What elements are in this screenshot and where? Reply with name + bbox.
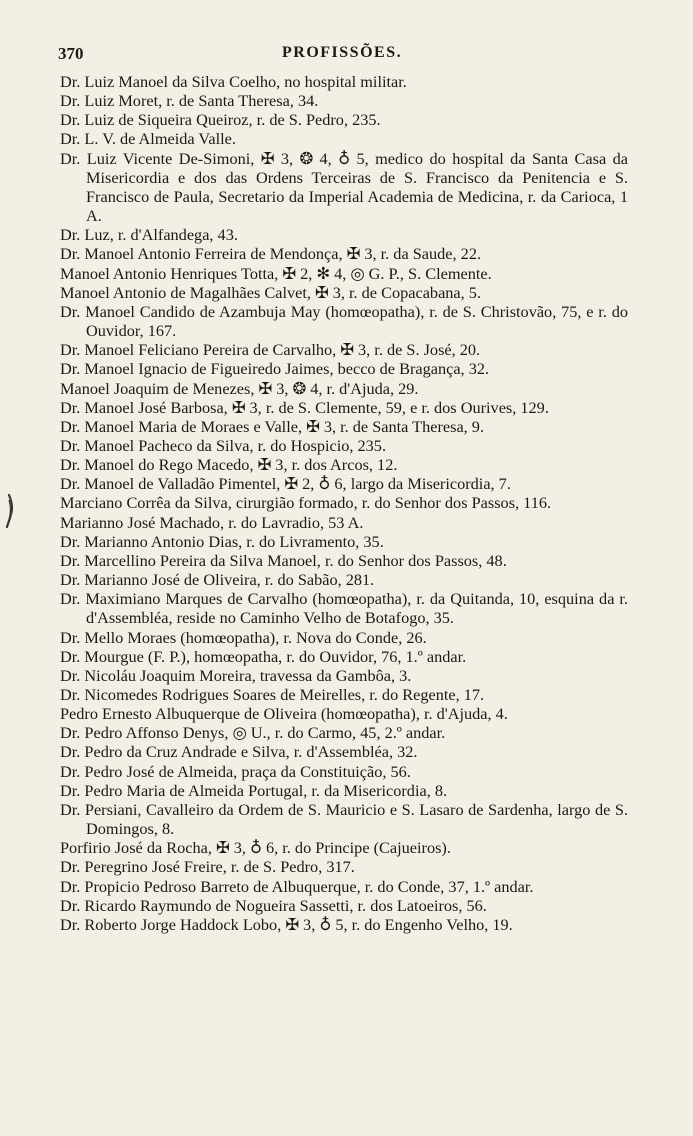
list-item: Dr. Marianno Antonio Dias, r. do Livramento, 35. [60,531,384,551]
list-item: Dr. Ricardo Raymundo de Nogueira Sassetti, r. dos Latoeiros, 56. [60,895,487,915]
list-item: Dr. Luiz Manoel da Silva Coelho, no hospital militar. [60,72,407,91]
list-item: Dr. Luiz Vicente De-Simoni, ✠ 3, ❂ 4, ♁ 5, medico do hospital da Santa Casa da Misericordia e dos das Ordens Terceiras de S. Francisco da Penitencia e S. Francisco de Paula, Secretario da Imperial Academia de Medicina, r. da Carioca, 1 A. [60,148,628,226]
list-item: Dr. Marcellino Pereira da Silva Manoel, r. do Senhor dos Passos, 48. [60,550,507,570]
page-header [58,44,638,70]
list-item: Dr. Manoel Candido de Azambuja May (homœopatha), r. de S. Christovão, 75, e r. do Ouvidor, 167. [60,301,628,341]
list-item: Dr. Propicio Pedroso Barreto de Albuquerque, r. do Conde, 37, 1.º andar. [60,876,534,896]
list-item: Manoel Antonio de Magalhães Calvet, ✠ 3, r. de Copacabana, 5. [60,282,482,302]
list-item: Dr. Nicomedes Rodrigues Soares de Meirelles, r. do Regente, 17. [60,685,485,704]
list-item: Dr. Maximiano Marques de Carvalho (homœopatha), r. da Quitanda, 10, esquina da r. d'Assembléa, reside no Caminho Velho de Botafogo, 35. [60,589,628,628]
list-item: Dr. Luz, r. d'Alfandega, 43. [60,225,238,245]
list-item: Dr. Pedro Maria de Almeida Portugal, r. da Misericordia, 8. [60,780,448,800]
list-item: Dr. Mourgue (F. P.), homœopatha, r. do Ouvidor, 76, 1.º andar. [60,646,467,666]
list-item: Dr. Manoel Pacheco da Silva, r. do Hospicio, 235. [60,435,387,455]
list-item: Dr. Pedro da Cruz Andrade e Silva, r. d'Assembléa, 32. [60,742,418,762]
list-item: Dr. Manoel Feliciano Pereira de Carvalho, ✠ 3, r. de S. José, 20. [60,340,481,360]
list-item: Dr. Nicoláu Joaquim Moreira, travessa da Gambôa, 3. [60,665,412,685]
list-item: Dr. Manoel Antonio Ferreira de Mendonça, ✠ 3, r. da Saude, 22. [60,244,482,264]
list-item: Dr. Pedro José de Almeida, praça da Constituição, 56. [60,761,411,781]
list-item: Dr. Roberto Jorge Haddock Lobo, ✠ 3, ♁ 5, r. do Engenho Velho, 19. [60,914,513,934]
list-item: Dr. Manoel Ignacio de Figueiredo Jaimes, becco de Bragança, 32. [60,359,490,379]
list-item: Dr. Manoel de Valladão Pimentel, ✠ 2, ♁ 6, largo da Misericordia, 7. [60,474,511,494]
list-item: Dr. Manoel José Barbosa, ✠ 3, r. de S. Clemente, 59, e r. dos Ourives, 129. [60,397,549,417]
list-item: Manoel Antonio Henriques Totta, ✠ 2, ✻ 4, ◎ G. P., S. Clemente. [60,263,492,283]
list-item: Dr. Luiz Moret, r. de Santa Theresa, 34. [60,91,319,111]
list-item: Dr. Mello Moraes (homœopatha), r. Nova do Conde, 26. [60,627,427,647]
list-item: Manoel Joaquim de Menezes, ✠ 3, ❂ 4, r. d'Ajuda, 29. [60,378,419,398]
list-item: Marciano Corrêa da Silva, cirurgião formado, r. do Senhor dos Passos, 116. [60,493,552,513]
list-item: Pedro Ernesto Albuquerque de Oliveira (homœopatha), r. d'Ajuda, 4. [60,704,508,724]
list-item: Dr. Pedro Affonso Denys, ◎ U., r. do Carmo, 45, 2.º andar. [60,723,446,743]
margin-ink-mark [4,494,14,528]
list-item: Dr. L. V. de Almeida Valle. [60,129,236,149]
list-item: Dr. Peregrino José Freire, r. de S. Pedro, 317. [60,857,355,877]
list-item: Dr. Manoel do Rego Macedo, ✠ 3, r. dos Arcos, 12. [60,455,398,475]
page-number: 370 [58,44,84,63]
list-item: Marianno José Machado, r. do Lavradio, 53 A. [60,512,364,532]
running-title: PROFISSÕES. [282,44,403,61]
directory-list [60,72,628,934]
list-item: Dr. Persiani, Cavalleiro da Ordem de S. Mauricio e S. Lasaro de Sardenha, largo de S. Domingos, 8. [60,799,628,839]
list-item: Porfirio José da Rocha, ✠ 3, ♁ 6, r. do Principe (Cajueiros). [60,838,451,858]
list-item: Dr. Marianno José de Oliveira, r. do Sabão, 281. [60,570,375,590]
list-item: Dr. Manoel Maria de Moraes e Valle, ✠ 3, r. de Santa Theresa, 9. [60,416,485,436]
list-item: Dr. Luiz de Siqueira Queiroz, r. de S. Pedro, 235. [60,110,381,130]
